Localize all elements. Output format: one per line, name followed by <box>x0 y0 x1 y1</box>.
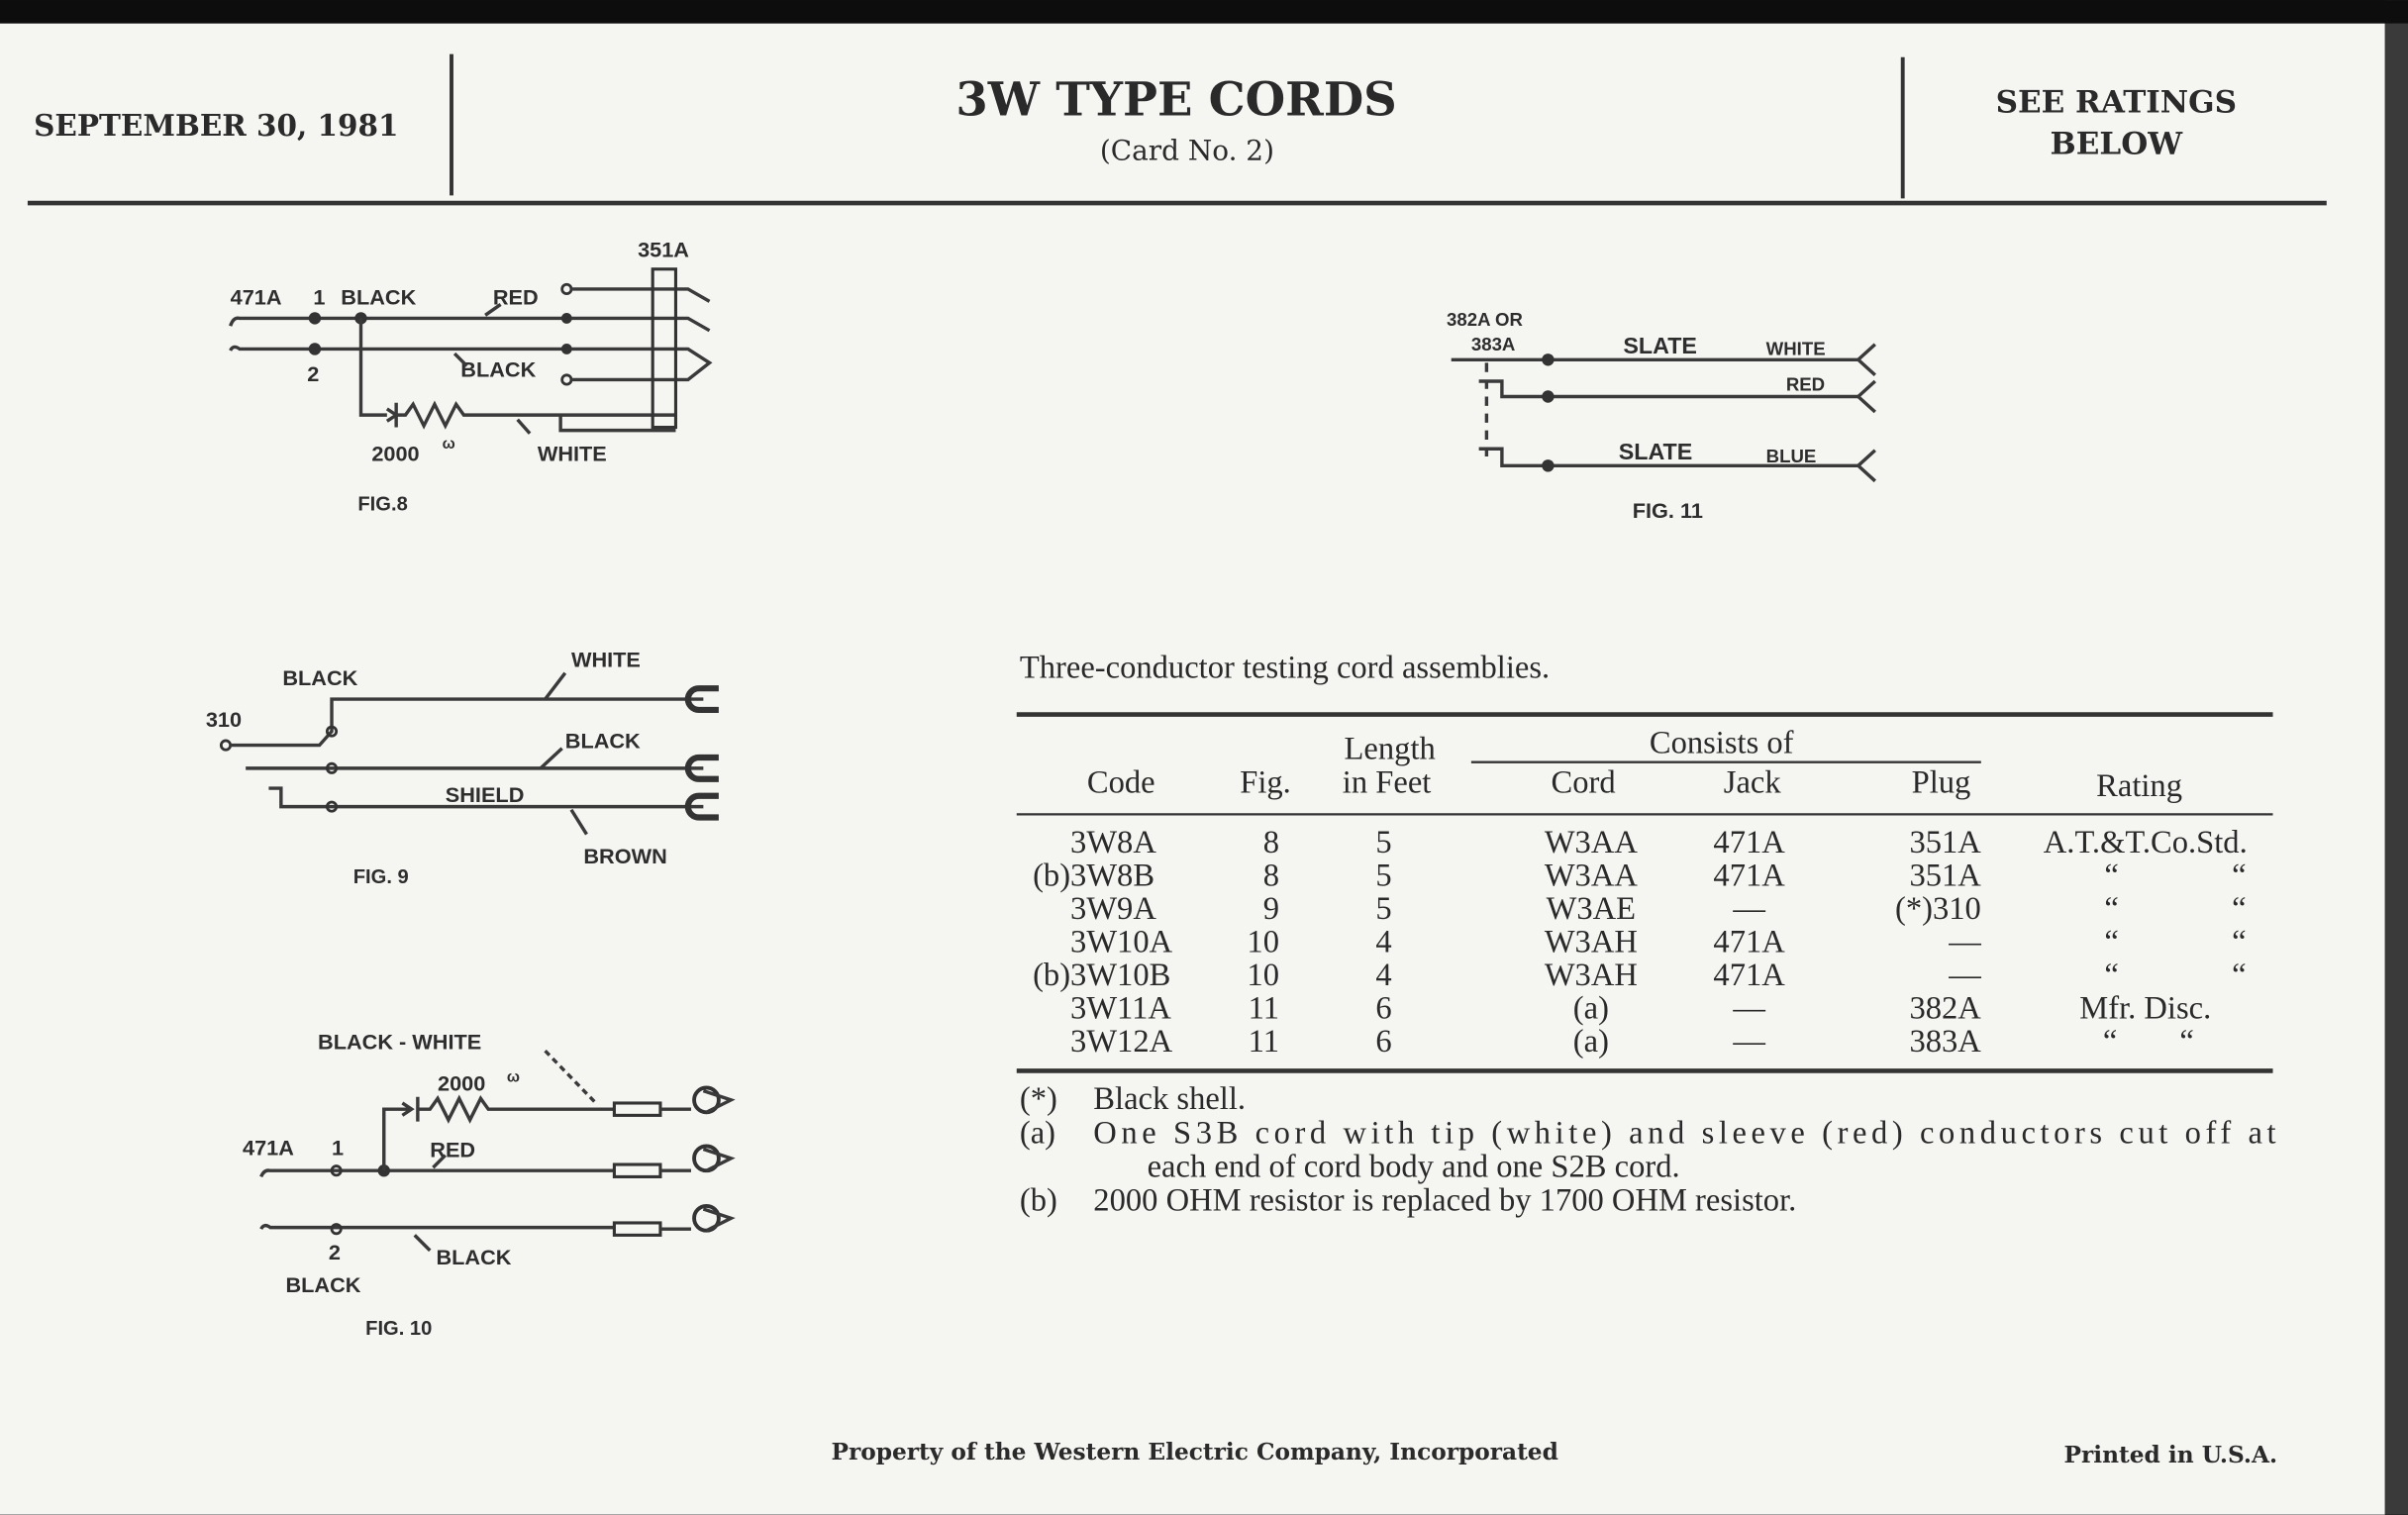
header-rating: Rating <box>2096 767 2182 804</box>
cell-plug: (*)310 <box>1895 891 1981 928</box>
fig10-black-label-right: BLACK <box>436 1244 512 1269</box>
cell-plug: — <box>1949 924 1981 960</box>
page-title: 3W TYPE CORDS <box>955 71 1397 127</box>
fig10-terminal2: 2 <box>328 1240 341 1265</box>
cell-code: 3W12A <box>1070 1024 1173 1060</box>
fig10-ohm-symbol: ω <box>506 1068 520 1086</box>
cell-fig: 9 <box>1262 891 1279 928</box>
header-length-line2: in Feet <box>1342 764 1432 801</box>
fig11-blue-label: BLUE <box>1765 446 1817 467</box>
cell-jack: 471A <box>1713 858 1785 894</box>
cell-jack: 471A <box>1713 825 1785 861</box>
cell-rating-ditto: “ <box>2232 958 2247 994</box>
cell-fig: 10 <box>1247 924 1279 960</box>
cell-cord: W3AE <box>1546 891 1637 928</box>
fig9-caption: FIG. 9 <box>352 866 409 889</box>
page-subtitle: (Card No. 2) <box>1099 134 1274 167</box>
fig11-red-label: RED <box>1785 373 1826 395</box>
cell-plug: 382A <box>1909 990 1981 1027</box>
ratings-note-line2: BELOW <box>2050 126 2183 162</box>
cell-code: 3W9A <box>1070 891 1156 928</box>
cell-code: 3W10B <box>1070 958 1171 994</box>
fig9-shield-label: SHIELD <box>445 781 525 807</box>
cell-length: 5 <box>1375 858 1392 894</box>
fig11-caption: FIG. 11 <box>1632 498 1703 524</box>
cell-plug: 351A <box>1909 825 1981 861</box>
table-caption: Three-conductor testing cord assemblies. <box>1019 650 1551 686</box>
cell-jack: — <box>1733 891 1765 928</box>
fig9-black-label-2: BLACK <box>564 728 641 754</box>
fig10-terminal1: 1 <box>332 1135 345 1161</box>
fig10-black-label-left: BLACK <box>285 1271 361 1297</box>
fig11-plug-label-1: 382A OR <box>1447 309 1523 331</box>
fig10-jack-label: 471A <box>243 1135 294 1161</box>
header-consists-of: Consists of <box>1649 725 1794 761</box>
fig8-black-label-2: BLACK <box>460 356 537 382</box>
cell-cord: W3AH <box>1544 958 1638 994</box>
fig8-red-label: RED <box>492 284 539 310</box>
cell-fig: 8 <box>1262 858 1279 894</box>
header-code: Code <box>1086 764 1155 801</box>
fig8-jack-label: 471A <box>230 284 282 310</box>
cell-rating-ditto: “ <box>2179 1024 2194 1060</box>
cell-rating-ditto: “ <box>2104 924 2119 960</box>
fig11-plug-label-2: 383A <box>1470 333 1516 354</box>
fig8-plug-label: 351A <box>638 237 689 262</box>
cell-rating-ditto: “ <box>2104 958 2119 994</box>
cell-fig: 11 <box>1248 1024 1279 1060</box>
cell-code: 3W11A <box>1070 990 1171 1027</box>
fig9-plug-label: 310 <box>205 706 243 732</box>
note-marker: (b) <box>1019 1182 1057 1219</box>
header-length-line1: Length <box>1344 731 1436 767</box>
fig9-brown-label: BROWN <box>583 844 667 869</box>
footer-property: Property of the Western Electric Company, Incorporated <box>831 1438 1558 1465</box>
row-note-marker: (b) <box>1033 858 1071 894</box>
cell-cord: W3AA <box>1544 825 1638 861</box>
row-note-marker: (b) <box>1033 958 1071 994</box>
date-label: SEPTEMBER 30, 1981 <box>34 107 399 143</box>
note-text: Black shell. <box>1093 1081 1247 1118</box>
fig8-caption: FIG.8 <box>357 493 408 516</box>
cell-jack: 471A <box>1713 958 1785 994</box>
cell-jack: — <box>1733 1024 1765 1060</box>
fig8-black-label: BLACK <box>341 284 417 310</box>
footer-printed: Printed in U.S.A. <box>2063 1441 2278 1468</box>
note-marker: (*) <box>1019 1081 1057 1118</box>
cell-fig: 8 <box>1262 825 1279 861</box>
cell-rating-ditto: “ <box>2232 924 2247 960</box>
header-jack: Jack <box>1723 764 1781 801</box>
cell-rating: A.T.&T.Co.Std. <box>2043 825 2248 861</box>
cell-code: 3W8A <box>1070 825 1156 861</box>
note-text: each end of cord body and one S2B cord. <box>1147 1149 1680 1185</box>
cell-jack: — <box>1733 990 1765 1027</box>
fig8-terminal1: 1 <box>313 284 326 310</box>
cell-code: 3W8B <box>1070 858 1155 894</box>
header-cord: Cord <box>1551 764 1616 801</box>
fig9-black-label: BLACK <box>282 665 358 691</box>
cell-rating-ditto: “ <box>2232 891 2247 928</box>
cell-length: 4 <box>1375 958 1392 994</box>
note-marker: (a) <box>1019 1115 1056 1152</box>
cell-fig: 11 <box>1248 990 1279 1027</box>
note-text: One S3B cord with tip (white) and sleeve (red) conductors cut off at <box>1093 1115 2276 1152</box>
scan-top-edge <box>0 0 2408 23</box>
cell-jack: 471A <box>1713 924 1785 960</box>
cell-plug: — <box>1949 958 1981 994</box>
cell-cord: (a) <box>1572 990 1609 1027</box>
cell-cord: W3AH <box>1544 924 1638 960</box>
fig10-resistor-label: 2000 <box>438 1070 486 1096</box>
cell-rating-ditto: “ <box>2104 858 2119 894</box>
fig10-caption: FIG. 10 <box>365 1318 433 1341</box>
cell-length: 6 <box>1375 1024 1392 1060</box>
fig10-red-label: RED <box>430 1137 476 1162</box>
cell-plug: 383A <box>1909 1024 1981 1060</box>
ratings-note-line1: SEE RATINGS <box>1995 84 2238 121</box>
header-fig: Fig. <box>1240 764 1291 801</box>
cell-length: 5 <box>1375 825 1392 861</box>
fig10-black-white-label: BLACK - WHITE <box>318 1029 482 1055</box>
cell-code: 3W10A <box>1070 924 1173 960</box>
fig8-ohm-symbol: ω <box>442 436 455 454</box>
fig11-slate-label-top: SLATE <box>1623 333 1697 359</box>
cell-rating-ditto: “ <box>2104 891 2119 928</box>
scan-edge <box>2385 0 2408 1514</box>
cell-length: 6 <box>1375 990 1392 1027</box>
cell-plug: 351A <box>1909 858 1981 894</box>
fig9-white-label: WHITE <box>570 647 641 672</box>
fig8-terminal2: 2 <box>307 360 320 386</box>
fig8-resistor-label: 2000 <box>371 441 420 466</box>
cell-length: 5 <box>1375 891 1392 928</box>
cell-length: 4 <box>1375 924 1392 960</box>
fig11-white-label: WHITE <box>1765 338 1826 359</box>
cell-cord: (a) <box>1572 1024 1609 1060</box>
cell-rating-ditto: “ <box>2232 858 2247 894</box>
fig11-slate-label-bottom: SLATE <box>1618 439 1693 465</box>
fig8-white-label: WHITE <box>537 441 607 466</box>
header-plug: Plug <box>1911 764 1971 801</box>
cell-rating-ditto: “ <box>2102 1024 2118 1060</box>
cell-rating: Mfr. Disc. <box>2079 990 2212 1027</box>
note-text: 2000 OHM resistor is replaced by 1700 OHM resistor. <box>1093 1182 1797 1219</box>
cell-cord: W3AA <box>1544 858 1638 894</box>
cell-fig: 10 <box>1247 958 1279 994</box>
